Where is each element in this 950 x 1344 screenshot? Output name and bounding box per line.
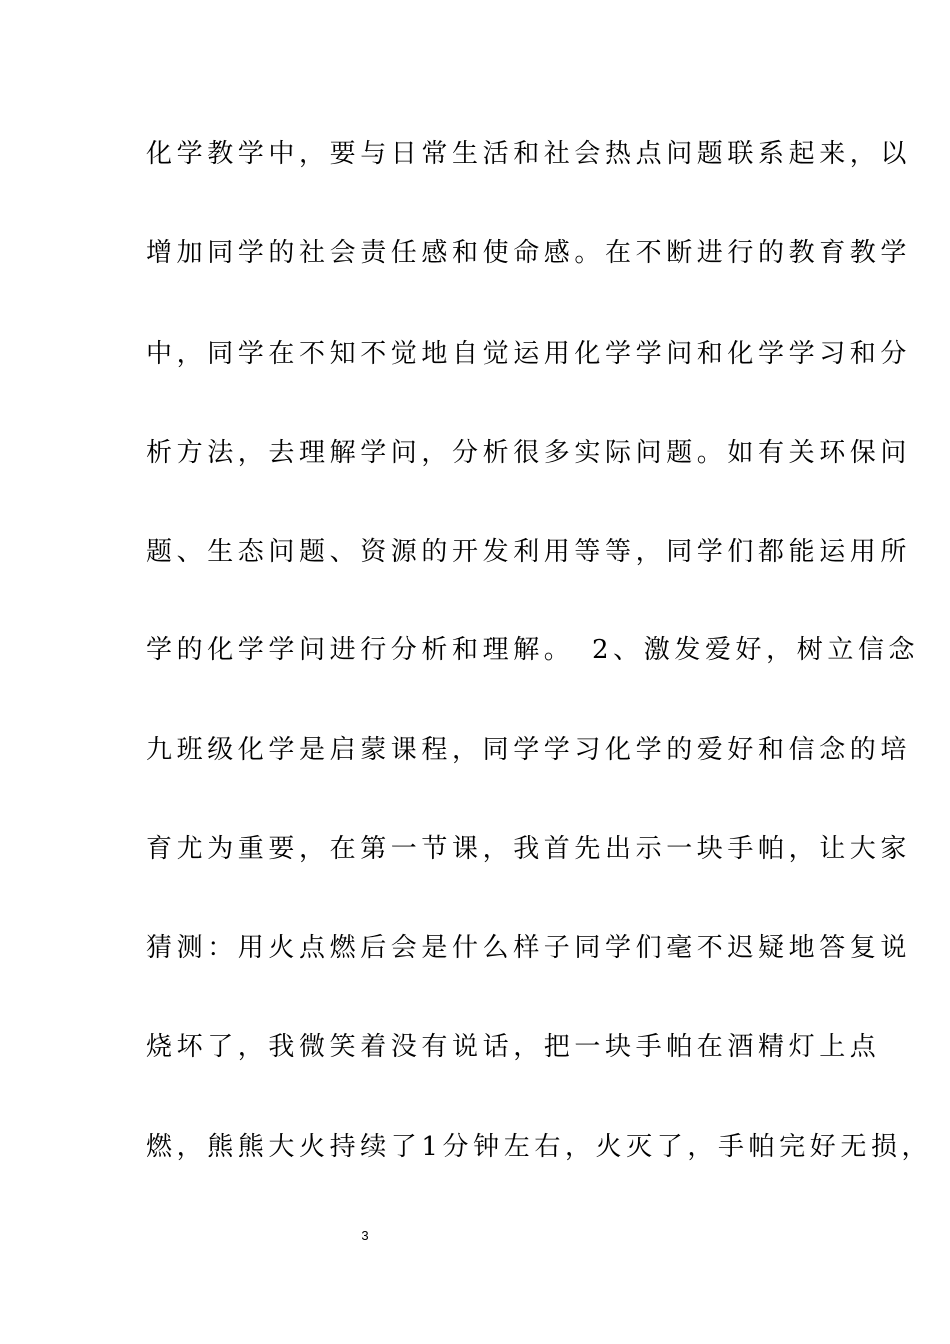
body-text-line: 九班级化学是启蒙课程，同学学习化学的爱好和信念的培 (146, 735, 912, 765)
body-text-line: 猜测：用火点燃后会是什么样子同学们毫不迟疑地答复说 (146, 933, 912, 963)
body-text-line: 学的化学学问进行分析和理解。 2、激发爱好，树立信念 (146, 635, 920, 665)
body-text-line: 析方法，去理解学问，分析很多实际问题。如有关环保问 (146, 438, 912, 468)
body-text-line: 中，同学在不知不觉地自觉运用化学学问和化学学习和分 (146, 339, 912, 369)
body-text-line: 题、生态问题、资源的开发利用等等，同学们都能运用所 (146, 537, 912, 567)
body-text-line: 烧坏了，我微笑着没有说话，把一块手帕在酒精灯上点 (146, 1032, 881, 1062)
body-text-line: 燃，熊熊大火持续了1分钟左右，火灭了，手帕完好无损， (146, 1132, 933, 1162)
page-number: 3 (361, 1228, 369, 1243)
body-text-line: 化学教学中，要与日常生活和社会热点问题联系起来，以 (146, 139, 912, 169)
body-text-line: 育尤为重要，在第一节课，我首先出示一块手帕，让大家 (146, 834, 912, 864)
body-text-line: 增加同学的社会责任感和使命感。在不断进行的教育教学 (146, 238, 912, 268)
